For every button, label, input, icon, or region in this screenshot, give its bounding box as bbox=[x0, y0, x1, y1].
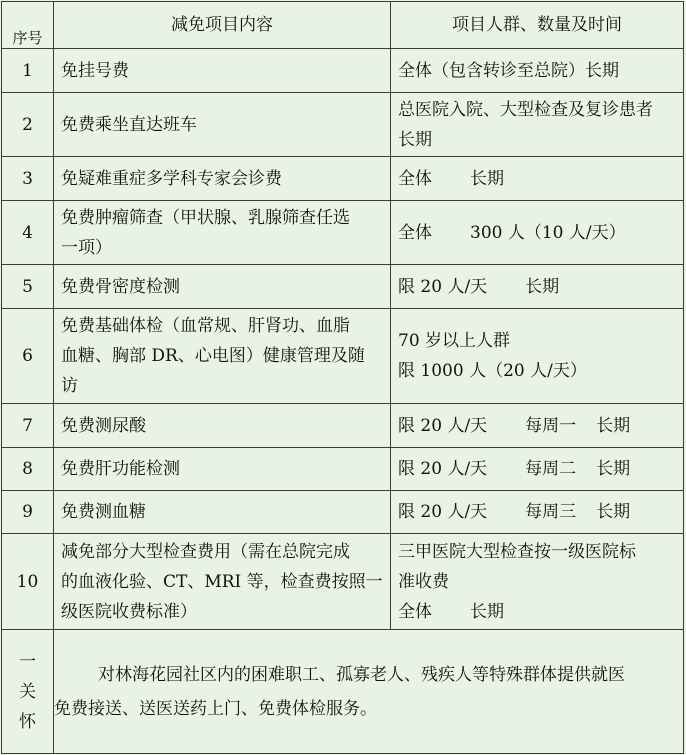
table-row bbox=[2, 93, 684, 157]
row-scope: 全体 长期 bbox=[391, 157, 684, 201]
row-scope: 限 20 人/天 每周二 长期 bbox=[391, 448, 684, 491]
header-num: 序号 bbox=[2, 2, 54, 49]
table-row bbox=[2, 49, 684, 93]
row-num: 2 bbox=[2, 93, 54, 157]
row-item: 免疑难重症多学科专家会诊费 bbox=[54, 157, 391, 201]
care-row bbox=[2, 630, 684, 754]
table-row bbox=[2, 404, 684, 448]
row-scope: 全体（包含转诊至总院）长期 bbox=[391, 49, 684, 93]
row-num: 4 bbox=[2, 201, 54, 265]
row-item: 免挂号费 bbox=[54, 49, 391, 93]
row-scope: 限 20 人/天 每周一 长期 bbox=[391, 404, 684, 448]
row-scope: 限 20 人/天 长期 bbox=[391, 265, 684, 309]
row-item: 免费测血糖 bbox=[54, 491, 391, 534]
row-scope: 70 岁以上人群 限 1000 人（20 人/天） bbox=[391, 309, 684, 404]
care-text: 对林海花园社区内的困难职工、孤寡老人、残疾人等特殊群体提供就医 免费接送、送医送药上门、免费体检服务。 bbox=[54, 630, 684, 754]
care-label: 一 关 怀 bbox=[2, 630, 54, 754]
row-scope: 总医院入院、大型检查及复诊患者 长期 bbox=[391, 93, 684, 157]
table-row bbox=[2, 309, 684, 404]
table-row bbox=[2, 157, 684, 201]
header-item: 减免项目内容 bbox=[54, 2, 391, 49]
row-num: 10 bbox=[2, 534, 54, 630]
row-scope: 全体 300 人（10 人/天） bbox=[391, 201, 684, 265]
row-num: 3 bbox=[2, 157, 54, 201]
header-scope: 项目人群、数量及时间 bbox=[391, 2, 684, 49]
table-row bbox=[2, 201, 684, 265]
table-row bbox=[2, 265, 684, 309]
row-item: 免费肝功能检测 bbox=[54, 448, 391, 491]
row-item: 免费基础体检（血常规、肝肾功、血脂 血糖、胸部 DR、心电图）健康管理及随 访 bbox=[54, 309, 391, 404]
table-row bbox=[2, 491, 684, 534]
table-row bbox=[2, 534, 684, 630]
row-num: 1 bbox=[2, 49, 54, 93]
row-item: 免费乘坐直达班车 bbox=[54, 93, 391, 157]
row-item: 免费测尿酸 bbox=[54, 404, 391, 448]
row-item: 免费肿瘤筛查（甲状腺、乳腺筛查任选 一项） bbox=[54, 201, 391, 265]
row-num: 6 bbox=[2, 309, 54, 404]
row-num: 8 bbox=[2, 448, 54, 491]
row-num: 7 bbox=[2, 404, 54, 448]
row-scope: 限 20 人/天 每周三 长期 bbox=[391, 491, 684, 534]
row-item: 免费骨密度检测 bbox=[54, 265, 391, 309]
table-row bbox=[2, 448, 684, 491]
row-item: 减免部分大型检查费用（需在总院完成 的血液化验、CT、MRI 等，检查费按照一 级医院收费标准） bbox=[54, 534, 391, 630]
row-scope: 三甲医院大型检查按一级医院标 准收费 全体 长期 bbox=[391, 534, 684, 630]
row-num: 9 bbox=[2, 491, 54, 534]
row-num: 5 bbox=[2, 265, 54, 309]
discount-table bbox=[1, 1, 684, 754]
table-header-row bbox=[2, 2, 684, 49]
